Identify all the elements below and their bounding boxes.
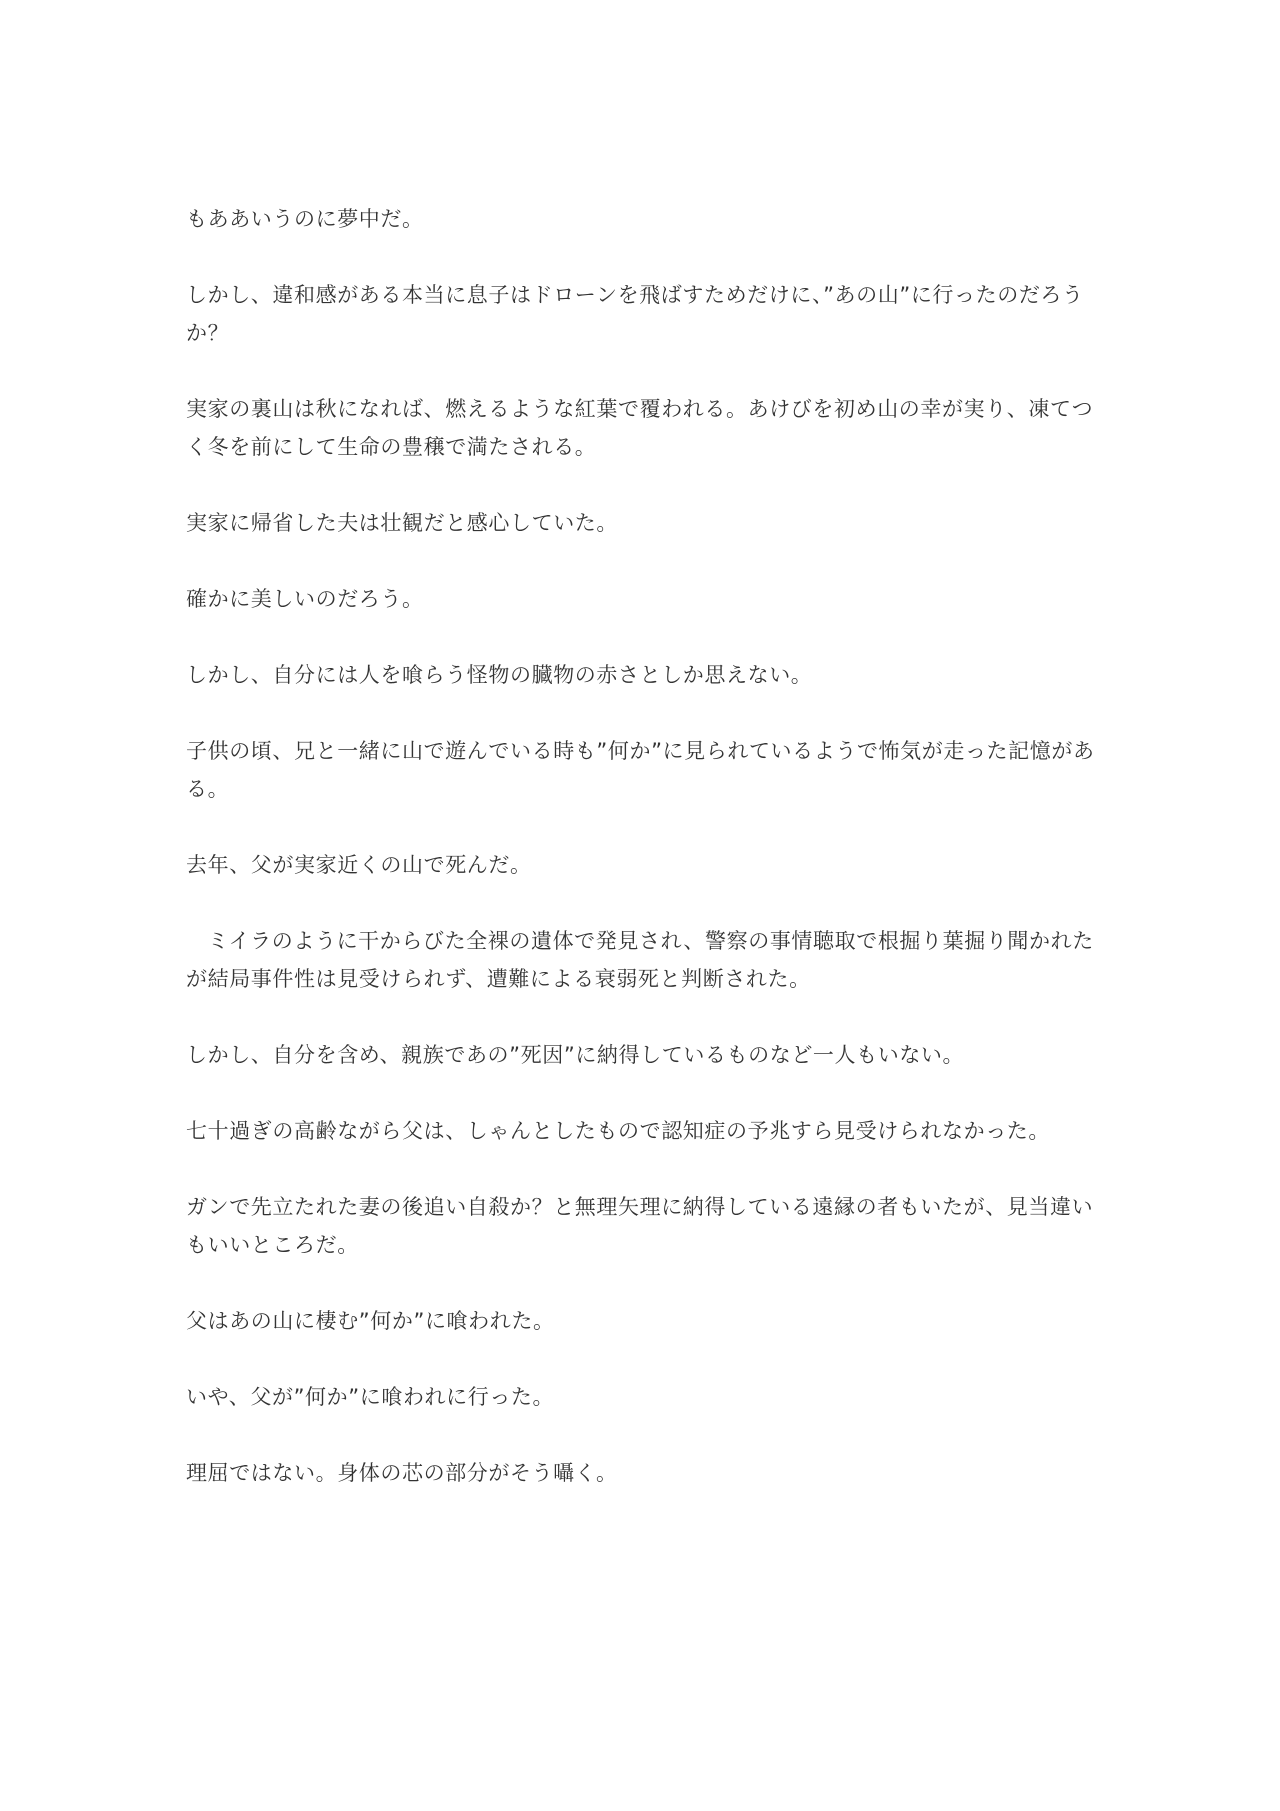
paragraph: 実家の裏山は秋になれば、燃えるような紅葉で覆われる。あけびを初め山の幸が実り、凍てつく冬を前にして生命の豊穣で満たされる。	[186, 397, 1094, 459]
paragraph: 子供の頃、兄と一緒に山で遊んでいる時も”何か”に見られているようで怖気が走った記憶がある。	[186, 739, 1095, 801]
paragraph: 父はあの山に棲む”何か”に喰われた。	[186, 1309, 555, 1333]
paragraph: 確かに美しいのだろう。	[186, 587, 424, 611]
body-text	[186, 200, 1106, 1530]
paragraph: 理屈ではない。身体の芯の部分がそう囁く。	[186, 1461, 618, 1485]
paragraph: しかし、自分を含め、親族であの”死因”に納得しているものなど一人もいない。	[186, 1043, 965, 1067]
paragraph: しかし、違和感がある本当に息子はドローンを飛ばすためだけに、”あの山”に行ったのだろうか？	[186, 283, 1084, 345]
paragraph: 七十過ぎの高齢ながら父は、しゃんとしたもので認知症の予兆すら見受けられなかった。	[186, 1119, 1050, 1143]
paragraph: いや、父が”何か”に喰われに行った。	[186, 1385, 555, 1409]
paragraph: 去年、父が実家近くの山で死んだ。	[186, 853, 532, 877]
paragraph: しかし、自分には人を喰らう怪物の臓物の赤さとしか思えない。	[186, 663, 813, 687]
paragraph: 実家に帰省した夫は壮観だと感心していた。	[186, 511, 618, 535]
paragraph: ミイラのように干からびた全裸の遺体で発見され、警察の事情聴取で根掘り葉掘り聞かれたが結局事件性は見受けられず、遭難による衰弱死と判断された。	[186, 929, 1094, 991]
paragraph: ガンで先立たれた妻の後追い自殺か？と無理矢理に納得している遠縁の者もいたが、見当違いもいいところだ。	[186, 1195, 1094, 1257]
paragraph: もああいうのに夢中だ。	[186, 207, 424, 231]
